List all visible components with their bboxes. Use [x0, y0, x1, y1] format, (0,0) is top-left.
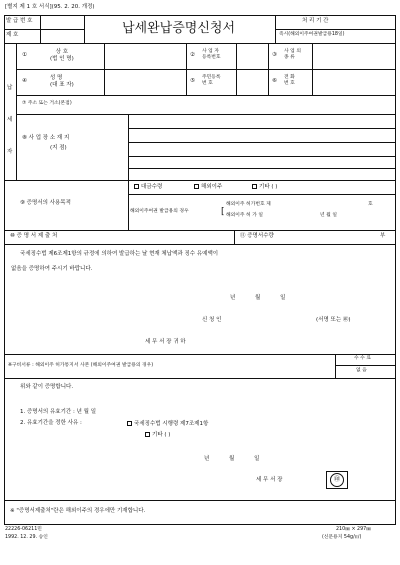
signature-label: (서명 또는 ㊞) [316, 317, 351, 323]
fee-value: 없 음 [356, 368, 367, 373]
taxpayer-char-1: 납 [7, 85, 13, 91]
issue-no-label: 발 급 번 호 [6, 18, 33, 24]
phone-input[interactable] [312, 70, 395, 95]
addressee: 세 무 서 장 귀 하 [145, 339, 186, 345]
branch-label: (지 점) [50, 145, 67, 151]
body-line-1: 국세징수법 제6조제1항의 규정에 의하여 발급하는 날 현재 체납액과 징수 유예액이 [20, 251, 219, 257]
body-line-2: 없음을 증명하여 주시기 바랍니다. [11, 266, 93, 272]
representative-name-input[interactable] [104, 70, 186, 95]
form-code: [별지 제 1 호 서식](95. 2. 20. 개정) [5, 4, 95, 10]
trade-name-label: 상 호 (법 인 명) [50, 49, 74, 63]
resident-no-input[interactable] [236, 70, 268, 95]
applicant-signature-input[interactable] [240, 314, 310, 326]
business-reg-no-input[interactable] [236, 44, 268, 69]
applicant-label: 신 청 인 [202, 317, 222, 323]
checkbox-emigration[interactable] [194, 184, 199, 189]
copies-label: ⑪ 증명서수량 [240, 233, 274, 239]
reason-option-decree[interactable]: 국세징수법 시행령 제7조제1항 [127, 421, 208, 428]
taxpayer-char-3: 자 [7, 149, 13, 155]
purpose-option-other[interactable]: 기타 ( ) [252, 184, 277, 191]
submit-to-input[interactable] [100, 231, 233, 243]
processing-period-label: 처 리 기 간 [302, 18, 329, 24]
phone-label: 전 화 번 호 [284, 75, 295, 87]
business-type-input[interactable] [312, 44, 395, 69]
issue-reason-prefix: 2. 유효기간을 정한 사유 : [20, 420, 82, 426]
field-no-5: ⑤ [190, 78, 195, 84]
issue-validity: 1. 증명서의 유효기간 : 년 월 일 [20, 409, 97, 415]
checkbox-reason-other[interactable] [145, 432, 150, 437]
bracket-icon: [ [221, 207, 225, 217]
footnote: ※ "증명서제출처"란은 해외이주의 경우에만 기재합니다. [10, 508, 146, 514]
footer-left-2: 1992. 12. 29. 승인 [5, 535, 48, 540]
copies-unit: 부 [380, 233, 386, 239]
purpose-label: ⑨ 증명서의 사용목적 [20, 200, 71, 206]
emigration-date-label: 해외이주 허 가 일 [226, 213, 264, 218]
copies-input[interactable] [300, 231, 370, 243]
emigration-case-label: 해외이주여권 발급용의 경우 [130, 209, 189, 214]
taxpayer-char-2: 세 [7, 117, 13, 123]
checkbox-other[interactable] [252, 184, 257, 189]
footer-right-1: 210㎜ × 297㎜ [336, 527, 371, 532]
field-no-2: ② [190, 52, 195, 58]
field-no-4: ④ [22, 78, 27, 84]
reason-option-other[interactable]: 기타 ( ) [145, 432, 170, 439]
processing-period-value: 즉시(해외이주여권발급용18일) [279, 32, 345, 37]
seal-icon: ㊞ [330, 473, 344, 487]
field-no-6: ⑥ [272, 78, 277, 84]
office-address-label: ⑧ 사 업 장 소 재 지 [22, 135, 70, 141]
emigration-no-suffix: 호 [368, 202, 373, 207]
attachment-note: ※구비서류 : 해외이주 허가통지서 사본 (해외이주여권 발급용의 경우) [8, 363, 154, 368]
fee-label: 수 수 료 [354, 356, 371, 361]
address-input[interactable] [110, 96, 395, 114]
footer-right-2: (신문용지 54g/㎡) [322, 535, 362, 540]
field-no-1: ① [22, 52, 27, 58]
receipt-no-label: 제 호 [6, 32, 19, 38]
emigration-no-label: 해외이주 허가번호 제 [226, 202, 271, 207]
purpose-option-emigration[interactable]: 해외이주 [194, 184, 222, 191]
resident-no-label: 주민등록 번 호 [202, 75, 221, 87]
office-address-input[interactable] [129, 115, 395, 167]
checkbox-payment[interactable] [134, 184, 139, 189]
checkbox-decree[interactable] [127, 421, 132, 426]
address-label: ⑦ 주소 또는 거소(본점) [22, 101, 72, 106]
representative-name-label: 성 명 (대 표 자) [50, 75, 74, 89]
purpose-option-payment[interactable]: 대금수령 [134, 184, 162, 191]
field-no-3: ③ [272, 52, 277, 58]
emigration-date-fmt: 년 월 일 [320, 213, 337, 218]
business-type-label: 사 업 의 종 류 [284, 49, 301, 61]
submit-to-label: ⑩ 증 명 서 제 출 처 [10, 233, 58, 239]
business-reg-no-label: 사 업 자 등록번호 [202, 49, 221, 61]
footer-left-1: 22226-06211민 [5, 527, 42, 532]
issue-line-1: 위와 같이 증명합니다. [20, 384, 74, 390]
body-date: 년 월 일 [230, 295, 286, 301]
trade-name-input[interactable] [104, 44, 186, 69]
issue-date: 년 월 일 [204, 456, 260, 462]
signer: 세 무 서 장 [256, 477, 283, 483]
page-title: 납세완납증명신청서 [122, 21, 236, 36]
